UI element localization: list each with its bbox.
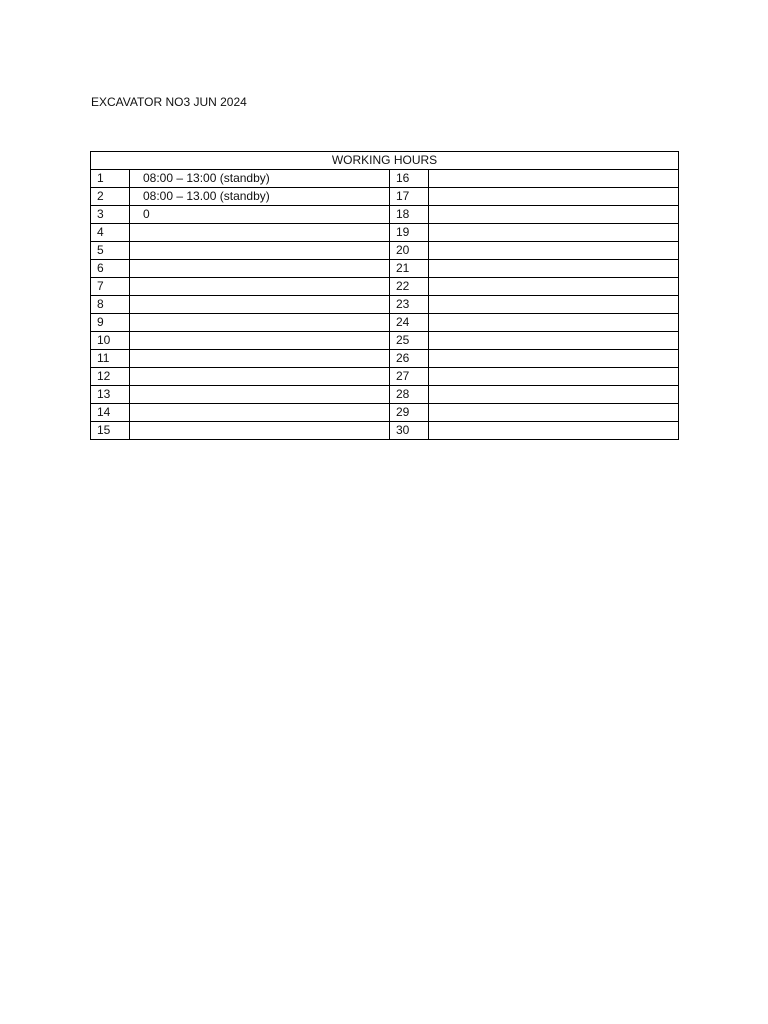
table-row [91,350,679,368]
entry-cell [429,188,679,206]
day-cell: 4 [91,224,130,242]
entry-cell [429,368,679,386]
entry-cell [429,242,679,260]
entry-cell [429,170,679,188]
document-title: EXCAVATOR NO3 JUN 2024 [91,95,247,109]
entry-cell [130,242,390,260]
table-row [91,404,679,422]
day-cell: 26 [390,350,429,368]
table-row [91,206,679,224]
entry-cell [130,260,390,278]
day-cell: 7 [91,278,130,296]
entry-cell [429,350,679,368]
table-row [91,368,679,386]
entry-cell [429,404,679,422]
day-cell: 11 [91,350,130,368]
table-row [91,314,679,332]
day-cell: 16 [390,170,429,188]
entry-cell [130,368,390,386]
table-row [91,296,679,314]
day-cell: 3 [91,206,130,224]
day-cell: 19 [390,224,429,242]
day-cell: 8 [91,296,130,314]
entry-cell [429,314,679,332]
entry-cell [429,386,679,404]
day-cell: 20 [390,242,429,260]
entry-cell: 08:00 – 13.00 (standby) [130,188,390,206]
day-cell: 17 [390,188,429,206]
day-cell: 5 [91,242,130,260]
entry-cell [429,278,679,296]
day-cell: 14 [91,404,130,422]
entry-cell [130,332,390,350]
entry-cell [429,260,679,278]
day-cell: 12 [91,368,130,386]
table-row [91,386,679,404]
entry-cell [130,386,390,404]
day-cell: 24 [390,314,429,332]
entry-cell [130,314,390,332]
table-header: WORKING HOURS [91,152,679,170]
table-row [91,332,679,350]
day-cell: 15 [91,422,130,440]
day-cell: 28 [390,386,429,404]
entry-cell [130,278,390,296]
entry-cell [130,224,390,242]
table-row [91,422,679,440]
working-hours-body [91,152,679,440]
day-cell: 27 [390,368,429,386]
table-row [91,170,679,188]
table-row [91,224,679,242]
entry-cell: 08:00 – 13:00 (standby) [130,170,390,188]
day-cell: 25 [390,332,429,350]
entry-cell [429,296,679,314]
entry-cell [130,350,390,368]
table-row [91,260,679,278]
table-header-row [91,152,679,170]
day-cell: 22 [390,278,429,296]
entry-cell [130,422,390,440]
table-row [91,242,679,260]
day-cell: 21 [390,260,429,278]
day-cell: 18 [390,206,429,224]
entry-cell [130,296,390,314]
entry-cell [429,206,679,224]
day-cell: 1 [91,170,130,188]
entry-cell: 0 [130,206,390,224]
table-row [91,278,679,296]
day-cell: 13 [91,386,130,404]
entry-cell [130,404,390,422]
entry-cell [429,224,679,242]
day-cell: 30 [390,422,429,440]
day-cell: 29 [390,404,429,422]
working-hours-table [90,151,679,440]
day-cell: 9 [91,314,130,332]
day-cell: 2 [91,188,130,206]
day-cell: 10 [91,332,130,350]
entry-cell [429,422,679,440]
day-cell: 23 [390,296,429,314]
entry-cell [429,332,679,350]
table-row [91,188,679,206]
day-cell: 6 [91,260,130,278]
